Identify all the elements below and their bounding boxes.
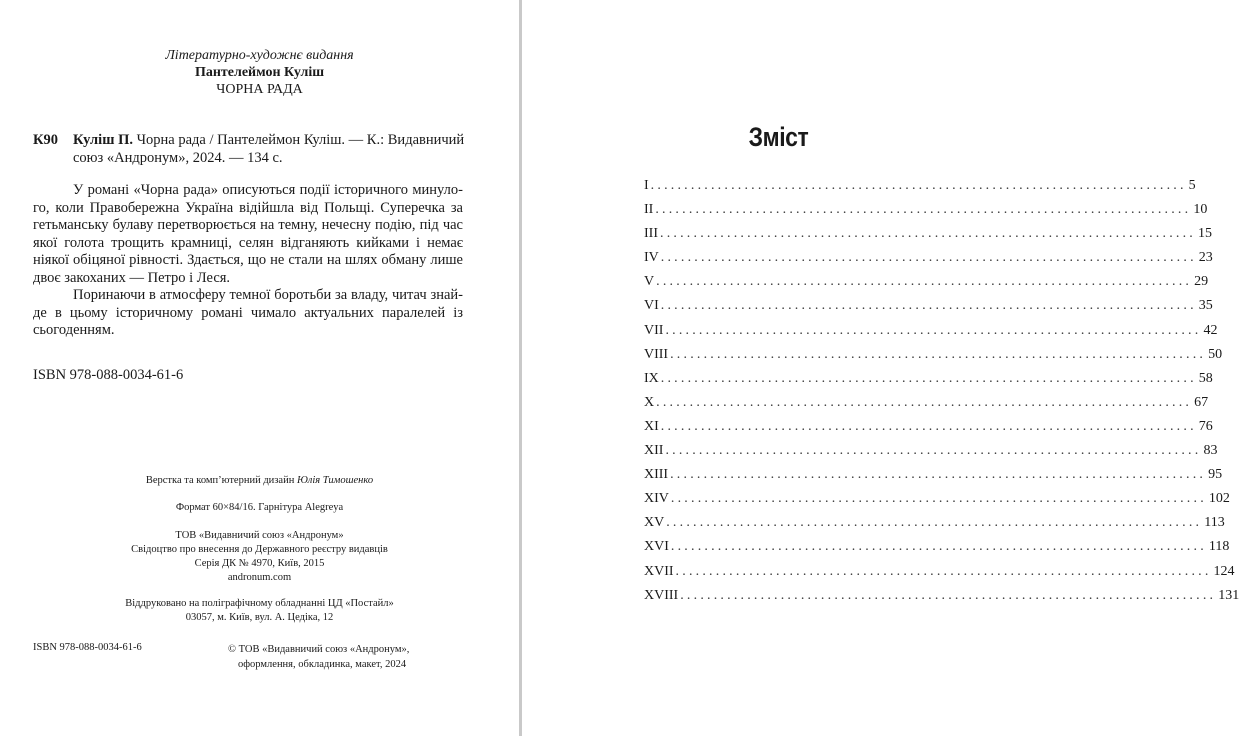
toc-leader-dots: ................................................................................: [670, 467, 1207, 483]
publisher-block: [0, 529, 519, 585]
toc-item-label: V: [644, 274, 655, 290]
toc-item-label: XV: [644, 515, 665, 531]
toc-item-label: II: [644, 202, 654, 218]
toc-leader-dots: ................................................................................: [656, 274, 1193, 290]
toc-item-label: XVI: [644, 539, 669, 555]
toc-item-label: XI: [644, 418, 659, 434]
toc-item[interactable]: [644, 443, 1218, 467]
toc-item[interactable]: [644, 178, 1196, 202]
toc-item-page: 35: [1198, 298, 1213, 314]
toc-leader-dots: ................................................................................: [650, 178, 1187, 193]
table-of-contents: [644, 178, 1239, 612]
toc-item-page: 50: [1208, 346, 1223, 362]
toc-leader-dots: ................................................................................: [660, 250, 1197, 266]
toc-item-page: 5: [1188, 178, 1196, 193]
copyright-line: © ТОВ «Видавничий союз «Андронум»,: [228, 644, 410, 655]
toc-item[interactable]: [644, 515, 1225, 539]
toc-item-label: XIII: [644, 467, 669, 483]
toc-item-page: 118: [1208, 539, 1230, 555]
publisher-certificate: Свідоцтво про внесення до Державного реєстру видавців: [131, 544, 388, 555]
layout-credit-name: Юлія Тимошенко: [296, 475, 374, 486]
toc-item-page: 10: [1193, 202, 1208, 218]
toc-item[interactable]: [644, 491, 1230, 515]
toc-item[interactable]: [644, 418, 1213, 443]
toc-item[interactable]: [644, 467, 1223, 491]
toc-leader-dots: ................................................................................: [670, 539, 1207, 555]
toc-item-page: 23: [1198, 250, 1213, 266]
toc-item-page: 67: [1194, 394, 1209, 410]
layout-credit-label: Верстка та комп’ютерний дизайн: [145, 475, 295, 486]
toc-item-page: 124: [1213, 563, 1235, 579]
toc-item[interactable]: [644, 539, 1230, 563]
toc-item[interactable]: [644, 202, 1208, 226]
toc-item-page: 95: [1208, 467, 1223, 483]
toc-title: Зміст: [748, 122, 809, 152]
toc-item[interactable]: [644, 346, 1223, 371]
toc-item-page: 29: [1194, 274, 1209, 290]
toc-leader-dots: ................................................................................: [660, 370, 1197, 386]
toc-item-page: 58: [1198, 370, 1213, 386]
right-page: [522, 0, 1239, 736]
toc-item-page: 76: [1198, 418, 1213, 434]
toc-item-page: 131: [1218, 587, 1239, 603]
toc-item-label: IX: [644, 370, 659, 386]
abstract-paragraph: Поринаючи в атмосферу темної боротьби за владу, читач знайде в цьому історичному романі чимало актуальних паралелей із сьогоденням.: [33, 287, 463, 338]
left-page: [0, 0, 519, 736]
toc-item-label: XVII: [644, 563, 674, 579]
toc-item-page: 83: [1203, 443, 1218, 459]
imprint-block: [0, 47, 519, 98]
toc-item-page: 113: [1204, 515, 1225, 531]
toc-item-label: IV: [644, 250, 659, 266]
printer-address: 03057, м. Київ, вул. А. Цедіка, 12: [185, 612, 334, 623]
printer-name: Віддруковано на поліграфічному обладнанні ЦД «Постайл»: [125, 598, 394, 609]
copyright-block: [228, 642, 409, 672]
toc-item-label: VI: [644, 298, 659, 314]
toc-leader-dots: ................................................................................: [666, 515, 1203, 531]
toc-item-label: X: [644, 394, 655, 410]
toc-item-label: I: [644, 178, 649, 193]
toc-leader-dots: ................................................................................: [665, 322, 1202, 338]
printer-block: [0, 597, 519, 625]
toc-item[interactable]: [644, 587, 1239, 612]
toc-item[interactable]: [644, 250, 1213, 274]
biblio-description: Чорна рада / Пантелеймон Куліш. — К.: Видавничий союз «Андронум», 2024. — 134 с.: [73, 132, 465, 166]
publisher-website: andronum.com: [227, 572, 292, 583]
isbn: ISBN 978-088-0034-61-6: [33, 367, 184, 383]
toc-leader-dots: ................................................................................: [665, 443, 1202, 459]
abstract-paragraph: У романі «Чорна рада» описуються події історичного минулого, коли Правобережна Україна відійшла від Польщі. Суперечка за гетьманську булаву перетворюється на темну, нечесну подію, під час якої голота трощить крамниці, селян відганяють кийками і немає ніякої обіцяної рівності. Здається, що не стали на шлях обману лише двоє закоханих — Петро і Леся.: [33, 182, 463, 286]
series-label: Літературно-художнє видання: [165, 48, 354, 63]
abstract: [33, 182, 463, 340]
copyright-line: оформлення, обкладинка, макет, 2024: [238, 659, 407, 670]
bibliographic-entry: [33, 131, 468, 167]
format-line: Формат 60×84/16. Гарнітура Alegreya: [175, 502, 344, 513]
toc-item-label: XIV: [644, 491, 669, 507]
toc-leader-dots: ................................................................................: [660, 226, 1196, 242]
toc-item[interactable]: [644, 322, 1218, 347]
imprint-author: Пантелеймон Куліш: [194, 65, 325, 80]
toc-item-label: VII: [644, 322, 664, 338]
toc-item-page: 42: [1203, 322, 1218, 338]
toc-leader-dots: ................................................................................: [660, 418, 1197, 434]
toc-item[interactable]: [644, 226, 1212, 250]
layout-credit: [0, 474, 519, 488]
biblio-author: Куліш П.: [73, 132, 133, 148]
toc-leader-dots: ................................................................................: [670, 346, 1207, 362]
publisher-name: ТОВ «Видавничий союз «Андронум»: [175, 530, 344, 541]
toc-item[interactable]: [644, 394, 1209, 419]
toc-leader-dots: ................................................................................: [675, 563, 1212, 579]
toc-item-page: 102: [1208, 491, 1230, 507]
toc-item[interactable]: [644, 274, 1209, 298]
publisher-series: Серія ДК № 4970, Київ, 2015: [194, 558, 325, 569]
imprint-title: ЧОРНА РАДА: [216, 82, 303, 97]
toc-item-page: 15: [1198, 226, 1212, 242]
toc-leader-dots: ................................................................................: [660, 298, 1197, 314]
isbn-small: ISBN 978-088-0034-61-6: [33, 642, 142, 653]
toc-item[interactable]: [644, 370, 1213, 395]
toc-item[interactable]: [644, 563, 1235, 588]
classification-code: К90: [33, 132, 59, 148]
toc-item-label: XII: [644, 443, 664, 459]
toc-item[interactable]: [644, 298, 1213, 322]
toc-leader-dots: ................................................................................: [680, 587, 1217, 603]
toc-item-label: VIII: [644, 346, 669, 362]
toc-leader-dots: ................................................................................: [655, 202, 1192, 218]
toc-item-label: III: [644, 226, 658, 242]
toc-leader-dots: ................................................................................: [656, 394, 1193, 410]
toc-leader-dots: ................................................................................: [670, 491, 1207, 507]
toc-item-label: XVIII: [644, 587, 679, 603]
